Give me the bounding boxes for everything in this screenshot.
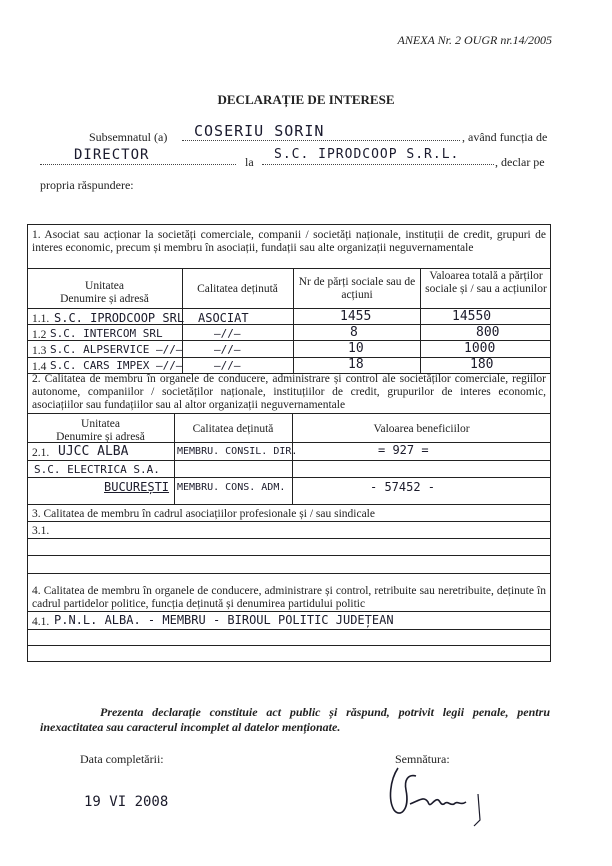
s2-row1-num: 2.1. bbox=[32, 447, 50, 459]
s1-row2-role: —//— bbox=[214, 327, 241, 340]
name-field bbox=[182, 120, 460, 141]
s2-row1-role: MEMBRU. CONSIL. DIR. bbox=[177, 446, 298, 457]
s1-row2-value: 800 bbox=[476, 325, 500, 340]
s1-row2-num: 1.2 bbox=[32, 329, 47, 341]
la-label: la bbox=[245, 155, 254, 169]
date-label: Data completării: bbox=[80, 752, 164, 766]
section1-col-shares: Nr de părți sociale sau de acțiuni bbox=[298, 276, 416, 301]
intro-line3: propria răspundere: bbox=[40, 178, 134, 192]
s1-row2-unit: S.C. INTERCOM SRL bbox=[50, 327, 163, 340]
company-value: S.C. IPRODCOOP S.R.L. bbox=[274, 147, 460, 162]
signature-mark bbox=[380, 760, 490, 830]
s2-row3-unit: BUCUREȘTI bbox=[104, 480, 170, 494]
s2-row2-unit: S.C. ELECTRICA S.A. bbox=[34, 463, 160, 476]
s1-row3-num: 1.3 bbox=[32, 345, 47, 357]
function-value: DIRECTOR bbox=[74, 147, 150, 163]
company-field bbox=[262, 144, 494, 165]
legal-statement: Prezenta declarație constituie act public și răspund, potrivit legii penale, pentru inexactitatea sau caracterul incomplet al datelor menționate. bbox=[40, 705, 550, 734]
s3-row1-num: 3.1. bbox=[32, 525, 50, 537]
s1-row2-shares: 8 bbox=[350, 325, 358, 340]
s1-row1-unit: S.C. IPRODCOOP SRL bbox=[54, 311, 185, 325]
s1-row1-num: 1.1. bbox=[32, 313, 50, 325]
section2-col-role: Calitatea deținută bbox=[192, 423, 274, 435]
s1-row3-value: 1000 bbox=[464, 341, 496, 356]
s1-row1-value: 14550 bbox=[452, 309, 492, 324]
s1-row1-shares: 1455 bbox=[340, 309, 372, 324]
s2-row1-value: = 927 = bbox=[378, 443, 429, 457]
signature-label: Semnătura: bbox=[395, 752, 450, 766]
s1-row4-value: 180 bbox=[470, 357, 494, 372]
s1-row3-role: —//— bbox=[214, 343, 241, 356]
section2-col-value: Valoarea beneficiilor bbox=[373, 423, 470, 435]
s1-row4-unit: S.C. CARS IMPEX —//— bbox=[50, 359, 183, 372]
s2-row3-value: - 57452 - bbox=[370, 480, 436, 494]
annex-reference: ANEXA Nr. 2 OUGR nr.14/2005 bbox=[397, 33, 552, 47]
section1-col-role: Calitatea deținută bbox=[197, 283, 278, 295]
name-value: COSERIU SORIN bbox=[194, 122, 325, 140]
date-value: 19 VI 2008 bbox=[84, 794, 169, 810]
s4-row1-value: P.N.L. ALBA. - MEMBRU - BIROUL POLITIC JUDEȚEAN bbox=[54, 613, 394, 627]
s2-row3-role: MEMBRU. CONS. ADM. bbox=[177, 482, 286, 493]
document-title: DECLARAȚIE DE INTERESE bbox=[217, 92, 395, 107]
s1-row4-role: —//— bbox=[214, 359, 241, 372]
subsemnatul-label: Subsemnatul (a) bbox=[89, 130, 168, 144]
function-field bbox=[40, 144, 236, 165]
s4-row1-num: 4.1. bbox=[32, 616, 50, 628]
section4-heading: 4. Calitatea de membru în organele de conducere, administrare și control, retribuite sau neretribuite, deținute în cadrul partidelor politice, funcția deținută și denumirea partidului politic bbox=[32, 585, 546, 610]
functia-label: , având funcția de bbox=[462, 130, 548, 144]
s1-row4-num: 1.4 bbox=[32, 361, 47, 373]
s1-row3-shares: 10 bbox=[348, 341, 364, 356]
section2-col-unit: Unitatea Denumire și adresă bbox=[56, 418, 145, 443]
section1-col-value: Valoarea totală a părților sociale și / sau a acțiunilor bbox=[425, 270, 547, 295]
section3-heading: 3. Calitatea de membru în cadrul asociațiilor profesionale și / sau sindicale bbox=[32, 508, 375, 520]
s1-row4-shares: 18 bbox=[348, 357, 364, 372]
section1-heading: 1. Asociat sau acționar la societăți comerciale, companii / societăți naționale, instituții de credit, grupuri de interes economic, precum și membru în asociații, fundații sau alte organizații neguvernamentale bbox=[32, 229, 546, 254]
s2-row1-unit: UJCC ALBA bbox=[58, 444, 129, 459]
section2-heading: 2. Calitatea de membru în organele de conducere, administrare și control ale societăților comerciale, regiilor autonome, companiilor / societăților naționale, instituțiilor de credit, grupurilor de interes economic, asociațiilor sau fundațiilor sau al altor organizații neguvernamentale bbox=[32, 373, 546, 411]
s1-row3-unit: S.C. ALPSERVICE —//— bbox=[50, 343, 183, 356]
declar-label: , declar pe bbox=[495, 155, 545, 169]
s1-row1-role: ASOCIAT bbox=[198, 311, 249, 325]
section1-col-unit: Unitatea Denumire și adresă bbox=[60, 280, 149, 305]
